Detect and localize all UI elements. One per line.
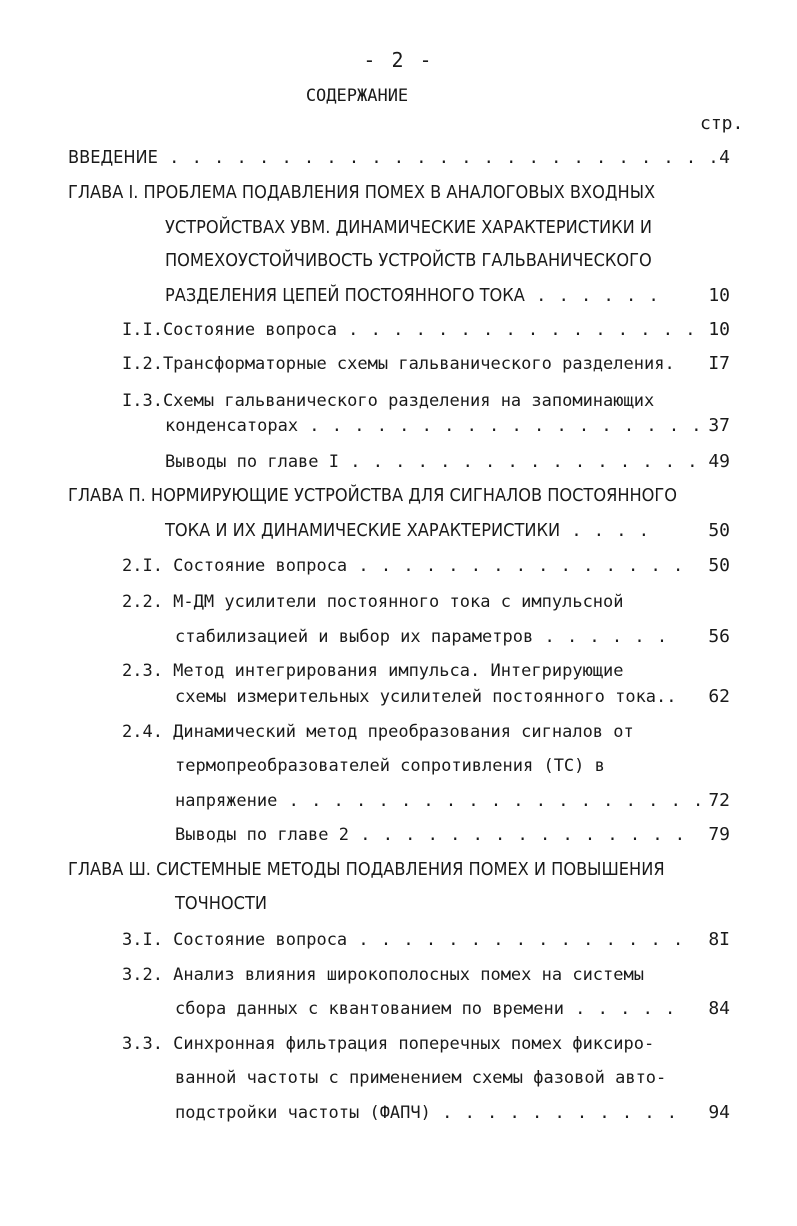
toc-line (165, 284, 660, 308)
toc-line-text: напряжение (175, 791, 278, 811)
toc-line-text: ПОМЕХОУСТОЙЧИВОСТЬ УСТРОЙСТВ ГАЛЬВАНИЧЕСКОГО (165, 250, 652, 271)
toc-line-text: ТОКА И ИХ ДИНАМИЧЕСКИЕ ХАРАКТЕРИСТИКИ (165, 520, 561, 541)
toc-line-text: термопреобразователей сопротивления (ТС) в (175, 756, 605, 776)
toc-page-number: 56 (708, 626, 730, 647)
toc-line (68, 484, 677, 508)
toc-line-text: 2.I. Состояние вопроса (122, 556, 348, 576)
toc-page-number: 50 (708, 520, 730, 541)
toc-page-number: 72 (708, 790, 730, 811)
toc-line (165, 414, 703, 438)
toc-page-number: 37 (708, 415, 730, 436)
toc-page-number: 49 (708, 451, 730, 472)
toc-line-text: 3.2. Анализ влияния широкополосных помех на системы (122, 965, 644, 985)
toc-line-text: 2.2. М-ДМ усилители постоянного тока с импульсной (122, 592, 624, 612)
toc-line (68, 858, 665, 882)
toc-line (122, 1032, 654, 1056)
leader-dots: . . . . . (563, 999, 677, 1019)
leader-dots: . . . . . . . . . . . . . . . (349, 825, 687, 845)
toc-line-text: I.2.Трансформаторные схемы гальванического разделения. (122, 354, 675, 374)
leader-dots: . . . . . . . . . . . (430, 1103, 679, 1123)
toc-page-number: 50 (708, 555, 730, 576)
leader-dots: . . . . (560, 521, 650, 541)
toc-line (175, 1101, 678, 1125)
toc-line (165, 519, 650, 543)
leader-dots: . . . . . . (533, 627, 669, 647)
toc-line (122, 352, 675, 376)
toc-line (165, 216, 652, 240)
toc-line (175, 892, 267, 916)
leader-dots: . . . . . . . . . . . . . . . . . . . . . . . . . (157, 148, 720, 168)
toc-page-number: 79 (708, 824, 730, 845)
toc-line-text: ванной частоты с применением схемы фазовой авто- (175, 1068, 667, 1088)
toc-line-text: РАЗДЕЛЕНИЯ ЦЕПЕЙ ПОСТОЯННОГО ТОКА (165, 285, 525, 306)
toc-line-text: Выводы по главе 2 (175, 825, 349, 845)
toc-line-text: УСТРОЙСТВАХ УВМ. ДИНАМИЧЕСКИЕ ХАРАКТЕРИСТИКИ И (165, 217, 652, 238)
toc-line (122, 389, 654, 413)
toc-page-number: 84 (708, 998, 730, 1019)
toc-line (165, 450, 699, 474)
page-column-label: стр. (700, 113, 744, 134)
toc-line (175, 625, 668, 649)
toc-line-text: I.I.Состояние вопроса (122, 320, 337, 340)
toc-line-text: ВВЕДЕНИЕ (68, 147, 158, 168)
toc-line-text: Выводы по главе I (165, 452, 339, 472)
toc-line (122, 720, 634, 744)
toc-line (175, 997, 676, 1021)
toc-line (175, 754, 605, 778)
toc-line-text: схемы измерительных усилителей постоянного тока.. (175, 687, 677, 707)
toc-page-number: 8I (708, 929, 730, 950)
toc-line (175, 685, 677, 709)
toc-line (175, 1066, 666, 1090)
toc-line-text: стабилизацией и выбор их параметров (175, 627, 534, 647)
leader-dots: . . . . . . . . . . . . . . . (347, 930, 685, 950)
leader-dots: . . . . . . . . . . . . . . . . . . (298, 416, 703, 436)
toc-line (68, 181, 655, 205)
toc-line (122, 659, 624, 683)
leader-dots: . . . . . . . . . . . . . . . . . . . (277, 791, 705, 811)
toc-line (165, 249, 652, 273)
toc-line (68, 146, 720, 170)
leader-dots: . . . . . . . . . . . . . . . . (339, 452, 699, 472)
page-title: СОДЕРЖАНИЕ (305, 86, 409, 106)
toc-line-text: 2.4. Динамический метод преобразования сигналов от (122, 722, 634, 742)
toc-line (122, 318, 696, 342)
page-number: - 2 - (363, 48, 434, 72)
toc-line (175, 789, 704, 813)
leader-dots: . . . . . . . . . . . . . . . . (336, 320, 697, 340)
toc-page-number: I7 (708, 353, 730, 374)
leader-dots: . . . . . . (524, 286, 660, 306)
toc-line-text: подстройки частоты (ФАПЧ) (175, 1103, 431, 1123)
toc-line (122, 963, 644, 987)
leader-dots: . . . . . . . . . . . . . . . (347, 556, 685, 576)
toc-line-text: конденсаторах (165, 416, 299, 436)
toc-line-text: сбора данных с квантованием по времени (175, 999, 564, 1019)
toc-line (122, 928, 684, 952)
toc-line (122, 590, 624, 614)
toc-page-number: 10 (708, 319, 730, 340)
toc-line-text: 3.I. Состояние вопроса (122, 930, 348, 950)
toc-page-number: 4 (719, 147, 730, 168)
toc-line-text: ГЛАВА П. НОРМИРУЮЩИЕ УСТРОЙСТВА ДЛЯ СИГНАЛОВ ПОСТОЯННОГО (68, 485, 678, 506)
toc-line-text: ГЛАВА Ш. СИСТЕМНЫЕ МЕТОДЫ ПОДАВЛЕНИЯ ПОМЕХ И ПОВЫШЕНИЯ (68, 859, 665, 880)
toc-line (175, 823, 686, 847)
toc-line-text: ТОЧНОСТИ (175, 893, 267, 914)
toc-line-text: 2.3. Метод интегрирования импульса. Интегрирующие (122, 661, 624, 681)
toc-page-number: 62 (708, 686, 730, 707)
toc-page-number: 10 (708, 285, 730, 306)
toc-line-text: 3.3. Синхронная фильтрация поперечных помех фиксиро- (122, 1034, 655, 1054)
toc-line (122, 554, 684, 578)
toc-page-number: 94 (708, 1102, 730, 1123)
toc-line-text: ГЛАВА I. ПРОБЛЕМА ПОДАВЛЕНИЯ ПОМЕХ В АНАЛОГОВЫХ ВХОДНЫХ (68, 182, 656, 203)
toc-line-text: I.3.Схемы гальванического разделения на запоминающих (122, 391, 655, 411)
